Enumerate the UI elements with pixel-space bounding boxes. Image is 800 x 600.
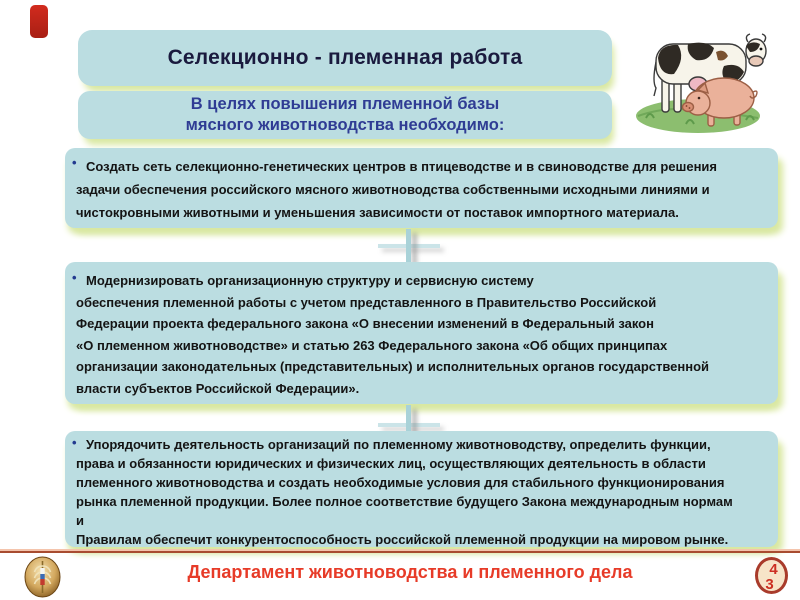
page-digit: 3	[765, 576, 774, 593]
text-line: и	[76, 513, 84, 528]
content-box-1	[65, 148, 778, 228]
text-line: права и обязанности юридических и физических лиц, осуществляющих деятельность в области	[76, 456, 706, 471]
text-line: Модернизировать организационную структуру и сервисную систему	[86, 273, 534, 288]
page-digit: 4	[769, 561, 778, 578]
text-line: племенного животноводства и создать необходимые условия для стабильного функционирования	[76, 475, 725, 490]
red-accent-bar	[30, 5, 48, 38]
ministry-emblem-icon	[24, 556, 61, 598]
content-box-3	[65, 431, 778, 547]
bullet-marker: •	[72, 270, 77, 285]
cow-and-pig-illustration	[626, 18, 776, 136]
slide-title: Селекционно - племенная работа	[167, 46, 523, 69]
text-line: Создать сеть селекционно-генетических центров в птицеводстве и в свиноводстве для решения	[86, 159, 718, 174]
down-arrow-connector-icon	[378, 229, 440, 262]
subtitle-box	[78, 91, 612, 139]
down-arrow-connector-icon	[378, 405, 440, 432]
text-line: обеспечения племенной работы с учетом представленного в Правительство Российской	[76, 294, 657, 310]
text-line: «О племенном животноводстве» и статью 263 Федерального закона «Об общих принципах	[76, 337, 668, 353]
text-line: задачи обеспечения российского мясного животноводства собственными исходными линиями и	[76, 182, 710, 197]
bullet-marker: •	[72, 435, 77, 450]
text-line: Правилам обеспечит конкурентоспособность российской племенной продукции на мировом рынке.	[76, 532, 729, 547]
bullet-marker: •	[72, 155, 77, 170]
content-box-2	[65, 262, 778, 404]
text-line: организации законодательных (представительных) и исполнительных органов государственной	[76, 359, 710, 374]
text-line: мясного животноводства необходимо:	[185, 116, 505, 134]
text-line: Федерации проекта федерального закона «О внесении изменений в Федеральный закон	[76, 316, 654, 331]
text-line: Упорядочить деятельность организаций по племенному животноводству, определить функции,	[86, 437, 711, 452]
page-number-badge	[755, 557, 788, 594]
text-line: чистокровными животными и уменьшения зависимости от поставок импортного материала.	[76, 205, 679, 220]
title-box	[78, 30, 612, 86]
text-line: рынка племенной продукции. Более полное соответствие будущего Закона международным нормам	[76, 494, 733, 509]
department-title: Департамент животноводства и племенного дела	[187, 562, 633, 582]
text-line: власти субъектов Российской Федерации».	[76, 380, 360, 396]
footer-divider	[0, 549, 800, 553]
text-line: В целях повышения племенной базы	[190, 95, 500, 113]
